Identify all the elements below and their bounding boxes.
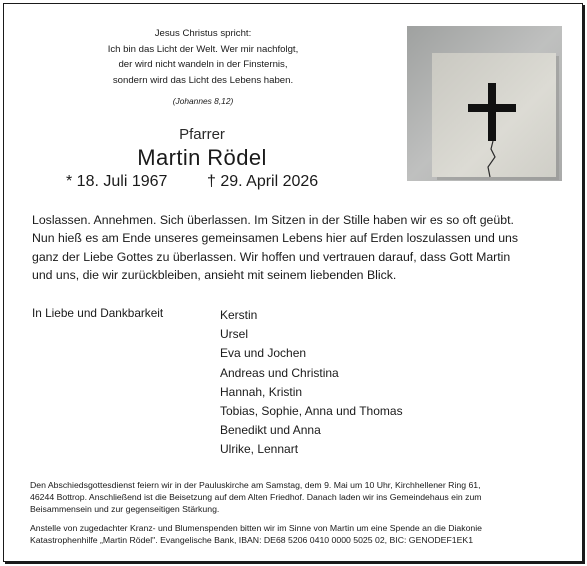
birth-date: * 18. Juli 1967: [66, 173, 168, 190]
message-line: Loslassen. Annehmen. Sich überlassen. Im Sitzen in der Stille haben wir es so oft geübt.: [32, 213, 514, 227]
mourner-name: Andreas und Christina: [220, 365, 339, 380]
mourner-name: Kerstin: [220, 308, 258, 322]
mourner-name: Hannah, Kristin: [220, 384, 303, 399]
quote-source: (Johannes 8,12): [172, 96, 234, 106]
farewell-message: [32, 211, 567, 285]
mourner-name: Eva und Jochen: [220, 346, 307, 361]
mourner-name: Tobias, Sophie, Anna und Thomas: [220, 404, 403, 419]
mourner-name: Ursel: [220, 327, 249, 342]
closing-phrase: In Liebe und Dankbarkeit: [32, 306, 164, 320]
deceased-name: Martin Rödel: [137, 145, 267, 170]
quote-line: der wird nicht wandeln in der Finsternis,: [118, 59, 288, 70]
mourner-name: Ulrike, Lennart: [220, 442, 299, 457]
donation-note: [30, 522, 575, 546]
deceased-title: Pfarrer: [179, 126, 225, 143]
message-line: ganz der Liebe Gottes zu überlassen. Wir hoffen und vertrauen darauf, dass Gott Martin: [32, 249, 511, 264]
death-date: † 29. April 2026: [207, 173, 319, 190]
quote-line: sondern wird das Licht des Lebens haben.: [112, 74, 294, 86]
message-line: und uns, die wir zurückbleiben, ansieht mit seinem liebenden Blick.: [32, 268, 397, 283]
obituary-card: [3, 3, 583, 562]
life-dates: [66, 173, 318, 191]
message-line: Nun hieß es am Ende unseres gemeinsamen Lebens hier auf Erden loszulassen und uns: [32, 231, 519, 246]
cross-icon: [407, 26, 562, 181]
cross-photo: [407, 26, 562, 181]
funeral-line: Beisammensein und zur gegenseitigen Stärkung.: [30, 504, 220, 515]
donation-line: Anstelle von zugedachter Kranz- und Blumenspenden bitten wir im Sinne von Martin um eine Spende an die Diakonie: [30, 523, 483, 533]
mourners-list: [220, 306, 403, 460]
bible-quote: [74, 26, 332, 88]
donation-line: Katastrophenhilfe „Martin Rödel". Evangelische Bank, IBAN: DE68 5206 0410 0000 5025 02, BIC: GENODEF1EK1: [30, 535, 474, 546]
quote-line: Jesus Christus spricht:: [154, 28, 252, 39]
mourner-name: Benedikt und Anna: [220, 423, 321, 438]
funeral-line: Den Abschiedsgottesdienst feiern wir in der Pauluskirche am Samstag, dem 9. Mai um 10 Uhr, Kirchhellener Ring 61,: [30, 480, 481, 490]
funeral-details: [30, 479, 575, 516]
quote-line: Ich bin das Licht der Welt. Wer mir nachfolgt,: [107, 43, 299, 55]
funeral-line: 46244 Bottrop. Anschließend ist die Beisetzung auf dem Alten Friedhof. Danach laden wir ins Gemeindehaus ein zum: [30, 492, 482, 503]
